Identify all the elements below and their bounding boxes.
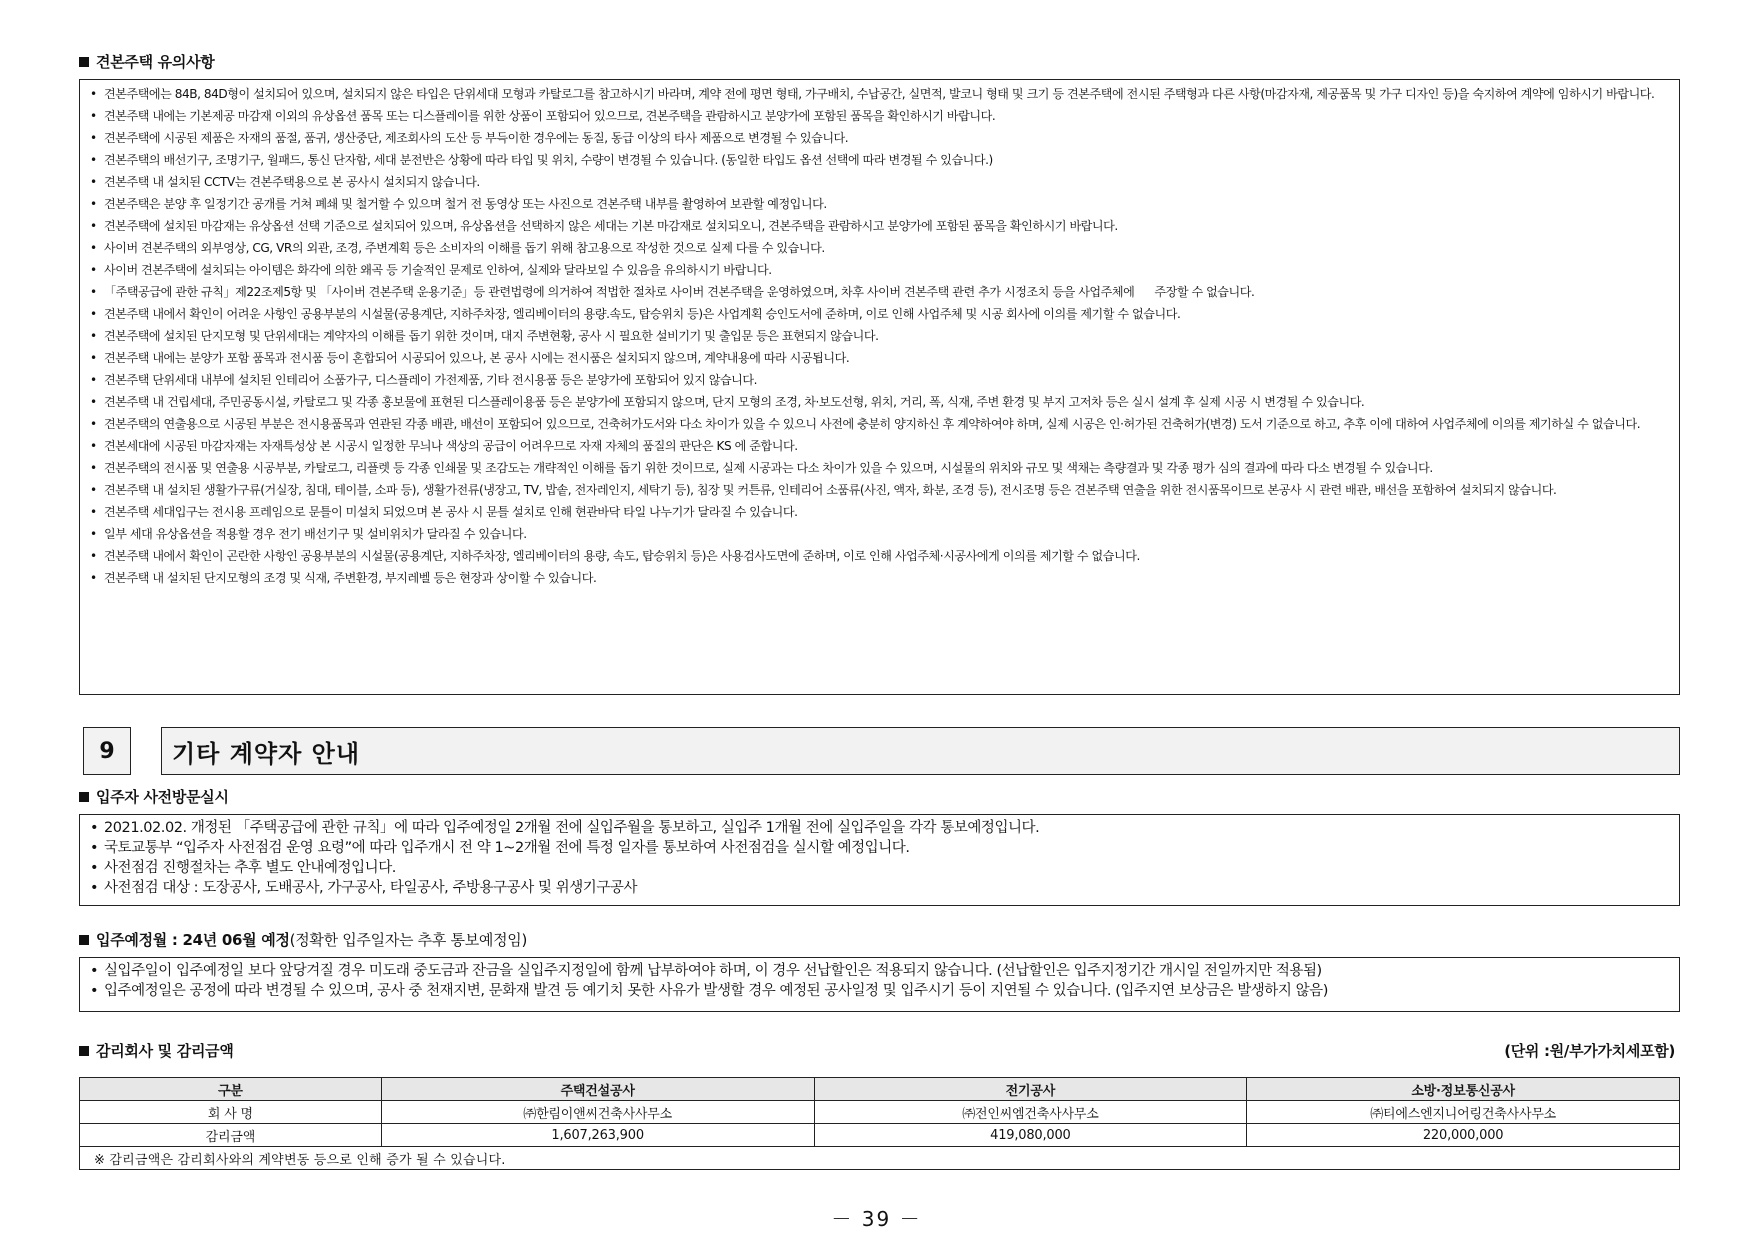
list-item: • 일부 세대 유상옵션을 적용할 경우 전기 배선기구 및 설비위치가 달라질 수 있습니다. bbox=[90, 523, 1669, 545]
list-item: • 입주예정일은 공정에 따라 변경될 수 있으며, 공사 중 천재지변, 문화재 발견 등 예기치 못한 사유가 발생할 경우 예정된 공사일정 및 입주시기 등이 지연될 수 있습니다. (입주지연 보상금은 발생하지 않음) bbox=[90, 981, 1669, 1001]
table-row bbox=[80, 1101, 1680, 1124]
list-item: • 견본주택 내 설치된 CCTV는 견본주택용으로 본 공사시 설치되지 않습니다. bbox=[90, 171, 1669, 193]
table-row bbox=[80, 1124, 1680, 1147]
list-item: • 견본주택 내에는 기본제공 마감재 이외의 유상옵션 품목 또는 디스플레이를 위한 상품이 포함되어 있으므로, 견본주택을 관람하시고 분양가에 포함된 품목을 확인하시기 바랍니다. bbox=[90, 105, 1669, 127]
section-heading: 기타 계약자 안내 bbox=[161, 727, 1680, 775]
list-item: • 견본주택에는 84B, 84D형이 설치되어 있으며, 설치되지 않은 타입은 단위세대 모형과 카탈로그를 참고하시기 바라며, 계약 전에 평면 형태, 가구배치, 수납공간, 실면적, 발코니 형태 및 크기 등 견본주택에 전시된 주택형과 다른 사항(마감자재, 제공품목 및 가구 디자인 등)을 숙지하여 계약에 임하시기 바랍니다. bbox=[90, 83, 1669, 105]
list-item: • 사전점검 대상 : 도장공사, 도배공사, 가구공사, 타일공사, 주방용구공사 및 위생기구공사 bbox=[90, 878, 1669, 898]
movein-title-note: (정확한 입주일자는 추후 통보예정임) bbox=[289, 931, 528, 949]
notice-box bbox=[79, 79, 1680, 695]
unit-label: (단위 :원/부가가치세포함) bbox=[1504, 1042, 1675, 1060]
list-item: • 견본주택에 설치된 단지모형 및 단위세대는 계약자의 이해를 돕기 위한 것이며, 대지 주변현황, 공사 시 필요한 설비기기 및 출입문 등은 표현되지 않습니다. bbox=[90, 325, 1669, 347]
list-item: • 견본주택은 분양 후 일정기간 공개를 거쳐 폐쇄 및 철거할 수 있으며 철거 전 동영상 또는 사진으로 견본주택 내부를 촬영하여 보관할 예정입니다. bbox=[90, 193, 1669, 215]
list-item: • 견본주택 내 설치된 단지모형의 조경 및 식재, 주변환경, 부지레벨 등은 현장과 상이할 수 있습니다. bbox=[90, 567, 1669, 589]
table-cell: 감리금액 bbox=[80, 1124, 382, 1147]
list-item-tail: 주장할 수 없습니다. bbox=[1154, 285, 1255, 299]
supervision-title-text: 감리회사 및 감리금액 bbox=[96, 1042, 234, 1060]
notice-section-title bbox=[79, 51, 214, 72]
list-item: • 견본주택 내에서 확인이 어려운 사항인 공용부분의 시설물(공용계단, 지하주차장, 엘리베이터의 용량.속도, 탑승위치 등)은 사업계획 승인도서에 준하며, 이로 인해 사업주체 및 시공 회사에 이의를 제기할 수 없습니다. bbox=[90, 303, 1669, 325]
visit-box bbox=[79, 814, 1680, 906]
movein-section-title bbox=[79, 929, 527, 950]
square-bullet-icon bbox=[79, 792, 89, 802]
list-item: • 2021.02.02. 개정된 「주택공급에 관한 규칙」에 따라 입주예정일 2개월 전에 실입주월을 통보하고, 실입주 1개월 전에 실입주일을 각각 통보예정입니다. bbox=[90, 818, 1669, 838]
square-bullet-icon bbox=[79, 57, 89, 67]
list-item: • 견본주택의 배선기구, 조명기구, 월패드, 통신 단자함, 세대 분전반은 상황에 따라 타입 및 위치, 수량이 변경될 수 있습니다. (동일한 타입도 옵션 선택에 따라 변경될 수 있습니다.) bbox=[90, 149, 1669, 171]
table-cell: ㈜한림이앤씨건축사사무소 bbox=[381, 1101, 814, 1124]
table-cell: 회 사 명 bbox=[80, 1101, 382, 1124]
table-cell: 220,000,000 bbox=[1247, 1124, 1680, 1147]
table-note: ※ 감리금액은 감리회사와의 계약변동 등으로 인해 증가 될 수 있습니다. bbox=[80, 1147, 1680, 1170]
square-bullet-icon bbox=[79, 1046, 89, 1056]
list-item: • 사이버 견본주택에 설치되는 아이템은 화각에 의한 왜곡 등 기술적인 문제로 인하여, 실제와 달라보일 수 있음을 유의하시기 바랍니다. bbox=[90, 259, 1669, 281]
notice-list bbox=[80, 80, 1679, 589]
list-item: • 국토교통부 “입주자 사전점검 운영 요령”에 따라 입주개시 전 약 1~2개월 전에 특정 일자를 통보하여 사전점검을 실시할 예정입니다. bbox=[90, 838, 1669, 858]
section-number: 9 bbox=[83, 727, 131, 775]
list-item: • 견본세대에 시공된 마감자재는 자재특성상 본 시공시 일정한 무늬나 색상의 공급이 어려우므로 자재 자체의 품질의 판단은 KS 에 준합니다. bbox=[90, 435, 1669, 457]
list-item: • 견본주택에 시공된 제품은 자재의 품절, 품귀, 생산중단, 제조회사의 도산 등 부득이한 경우에는 동질, 동급 이상의 타사 제품으로 변경될 수 있습니다. bbox=[90, 127, 1669, 149]
supervision-section-title bbox=[79, 1040, 234, 1061]
table-cell: ㈜전인씨엠건축사사무소 bbox=[814, 1101, 1247, 1124]
movein-box bbox=[79, 957, 1680, 1012]
list-item: • 사이버 견본주택의 외부영상, CG, VR의 외관, 조경, 주변계획 등은 소비자의 이해를 돕기 위해 참고용으로 작성한 것으로 실제 다를 수 있습니다. bbox=[90, 237, 1669, 259]
list-item bbox=[90, 281, 1669, 303]
table-cell: 1,607,263,900 bbox=[381, 1124, 814, 1147]
list-item: • 사전점검 진행절차는 추후 별도 안내예정입니다. bbox=[90, 858, 1669, 878]
movein-title-bold: 입주예정월 : 24년 06월 예정 bbox=[96, 931, 290, 949]
list-item: • 견본주택 내에서 확인이 곤란한 사항인 공용부분의 시설물(공용계단, 지하주차장, 엘리베이터의 용량, 속도, 탑승위치 등)은 사용검사도면에 준하며, 이로 인해 사업주체·시공사에게 이의를 제기할 수 없습니다. bbox=[90, 545, 1669, 567]
table-cell: 419,080,000 bbox=[814, 1124, 1247, 1147]
list-item: • 견본주택 세대입구는 전시용 프레임으로 문틀이 미설치 되었으며 본 공사 시 문틀 설치로 인해 현관바닥 타일 나누기가 달라질 수 있습니다. bbox=[90, 501, 1669, 523]
list-item-text: 「주택공급에 관한 규칙」제22조제5항 및 「사이버 견본주택 운용기준」등 관련법령에 의거하여 적법한 절차로 사이버 견본주택을 운영하였으며, 차후 사이버 견본주택 관련 추가 시정조치 등을 사업주체에 bbox=[104, 285, 1135, 299]
table-header-cell: 주택건설공사 bbox=[381, 1078, 814, 1101]
table-cell: ㈜티에스엔지니어링건축사사무소 bbox=[1247, 1101, 1680, 1124]
list-item: • 실입주일이 입주예정일 보다 앞당겨질 경우 미도래 중도금과 잔금을 실입주지정일에 함께 납부하여야 하며, 이 경우 선납할인은 적용되지 않습니다. (선납할인은 입주지정기간 개시일 전일까지만 적용됨) bbox=[90, 961, 1669, 981]
list-item: • 견본주택 단위세대 내부에 설치된 인테리어 소품가구, 디스플레이 가전제품, 기타 전시용품 등은 분양가에 포함되어 있지 않습니다. bbox=[90, 369, 1669, 391]
visit-list bbox=[80, 815, 1679, 898]
table-header-cell: 전기공사 bbox=[814, 1078, 1247, 1101]
visit-section-title bbox=[79, 786, 229, 807]
visit-title-text: 입주자 사전방문실시 bbox=[96, 788, 229, 806]
list-item: • 견본주택에 설치된 마감재는 유상옵션 선택 기준으로 설치되어 있으며, 유상옵션을 선택하지 않은 세대는 기본 마감재로 설치되오니, 견본주택을 관람하시고 분양가에 포함된 품목을 확인하시기 바랍니다. bbox=[90, 215, 1669, 237]
notice-title-text: 견본주택 유의사항 bbox=[96, 53, 215, 71]
square-bullet-icon bbox=[79, 935, 89, 945]
list-item: • 견본주택 내 설치된 생활가구류(거실장, 침대, 테이블, 소파 등), 생활가전류(냉장고, TV, 밥솥, 전자레인지, 세탁기 등), 침장 및 커튼류, 인테리어 소품류(사진, 액자, 화분, 조경 등), 전시조명 등은 견본주택 연출을 위한 전시품목이므로 본공사 시 관련 배관, 배선을 포함하여 설치되지 않습니다. bbox=[90, 479, 1669, 501]
page-number: － 39 － bbox=[831, 1207, 922, 1231]
supervision-table bbox=[79, 1077, 1680, 1170]
list-item: • 견본주택의 연출용으로 시공된 부분은 전시용품목과 연관된 각종 배관, 배선이 포함되어 있으므로, 건축허가도서와 다소 차이가 있을 수 있으니 사전에 충분히 양지하신 후 계약하여야 하며, 실제 시공은 인·허가된 건축허가(변경) 도서 기준으로 하고, 추후 이에 대하여 사업주체에 이의를 제기하실 수 없습니다. bbox=[90, 413, 1669, 435]
list-item: • 견본주택 내에는 분양가 포함 품목과 전시품 등이 혼합되어 시공되어 있으나, 본 공사 시에는 전시품은 설치되지 않으며, 계약내용에 따라 시공됩니다. bbox=[90, 347, 1669, 369]
table-header-row bbox=[80, 1078, 1680, 1101]
table-header-cell: 소방·정보통신공사 bbox=[1247, 1078, 1680, 1101]
list-item: • 견본주택 내 건립세대, 주민공동시설, 카탈로그 및 각종 홍보물에 표현된 디스플레이용품 등은 분양가에 포함되지 않으며, 단지 모형의 조경, 차·보도선형, 위치, 거리, 폭, 식재, 주변 환경 및 부지 고저차 등은 실시 설계 후 실제 시공 시 변경될 수 있습니다. bbox=[90, 391, 1669, 413]
movein-list bbox=[80, 958, 1679, 1001]
table-note-row bbox=[80, 1147, 1680, 1170]
table-header-cell: 구분 bbox=[80, 1078, 382, 1101]
list-item: • 견본주택의 전시품 및 연출용 시공부분, 카탈로그, 리플렛 등 각종 인쇄물 및 조감도는 개략적인 이해를 돕기 위한 것이므로, 실제 시공과는 다소 차이가 있을 수 있으며, 시설물의 위치와 규모 및 색채는 측량결과 및 각종 평가 심의 결과에 따라 다소 변경될 수 있습니다. bbox=[90, 457, 1669, 479]
